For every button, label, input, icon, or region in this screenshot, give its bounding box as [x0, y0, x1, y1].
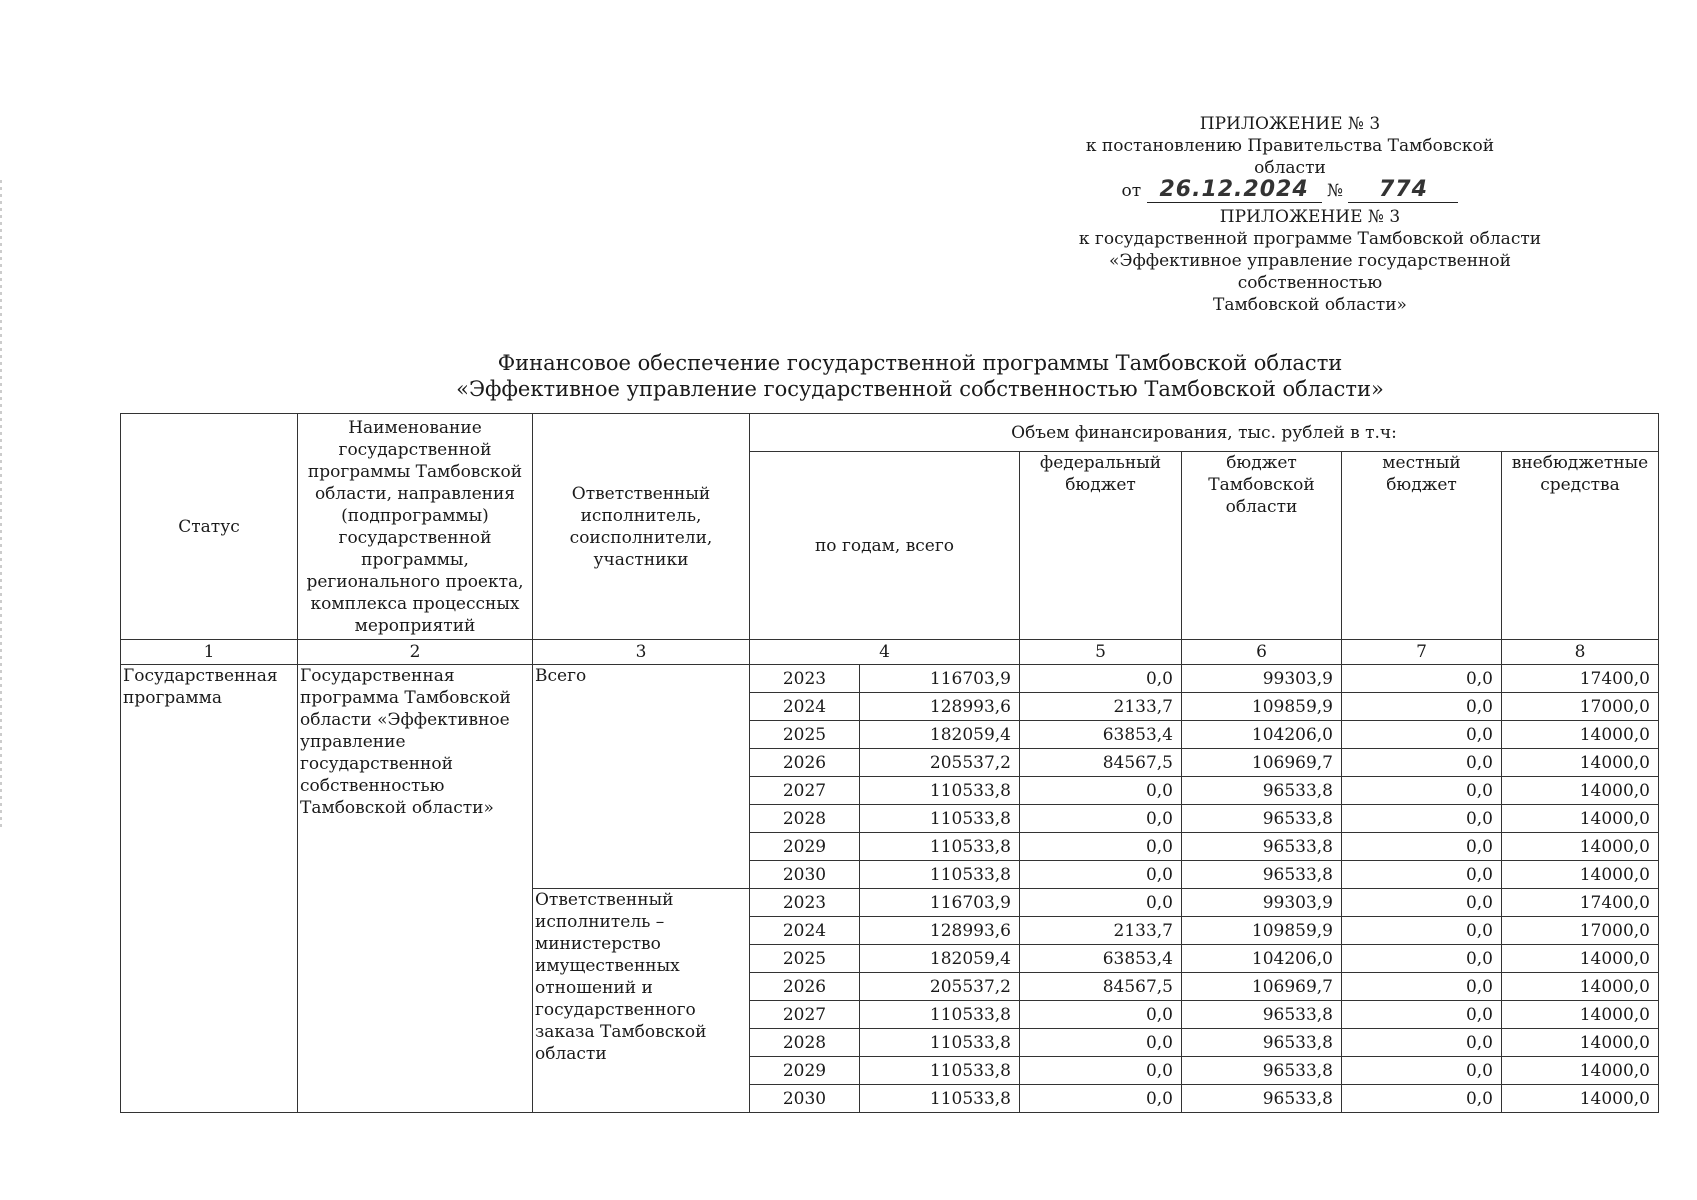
- year-cell: 2027: [750, 1001, 860, 1029]
- federal-cell: 0,0: [1020, 1057, 1182, 1085]
- year-cell: 2030: [750, 861, 860, 889]
- number-prefix: №: [1326, 181, 1344, 201]
- year-cell: 2029: [750, 1057, 860, 1085]
- total-cell: 110533,8: [860, 1085, 1020, 1113]
- document-title-line2: «Эффективное управление государственной собственностью Тамбовской области»: [456, 377, 1384, 401]
- number-field: [1348, 179, 1458, 203]
- scan-edge-artifact: [0, 180, 2, 830]
- header-regional: бюджет Тамбовской области: [1182, 452, 1342, 640]
- header-extrabudget: внебюджетные средства: [1502, 452, 1659, 640]
- regional-cell: 104206,0: [1182, 721, 1342, 749]
- federal-cell: 0,0: [1020, 861, 1182, 889]
- column-numbers-row: [121, 640, 1659, 665]
- table-row: [121, 665, 1659, 693]
- date-field: [1147, 179, 1322, 203]
- extrabudget-cell: 14000,0: [1502, 1029, 1659, 1057]
- year-cell: 2023: [750, 889, 860, 917]
- year-cell: 2028: [750, 805, 860, 833]
- header-program-name: Наименование государственной программы Тамбовской области, направления (подпрограммы) государственной программы, регионального проекта, комплекса процессных мероприятий: [298, 414, 533, 640]
- column-number: 6: [1182, 640, 1342, 665]
- program-appendix-line2: к государственной программе Тамбовской области: [1078, 229, 1542, 249]
- federal-cell: 63853,4: [1020, 945, 1182, 973]
- local-cell: 0,0: [1342, 889, 1502, 917]
- regional-cell: 96533,8: [1182, 1029, 1342, 1057]
- federal-cell: 0,0: [1020, 1001, 1182, 1029]
- regional-cell: 106969,7: [1182, 749, 1342, 777]
- extrabudget-cell: 17400,0: [1502, 665, 1659, 693]
- year-cell: 2025: [750, 945, 860, 973]
- decree-appendix-header: [1080, 113, 1500, 203]
- total-cell: 116703,9: [860, 889, 1020, 917]
- total-cell: 110533,8: [860, 805, 1020, 833]
- year-cell: 2026: [750, 749, 860, 777]
- extrabudget-cell: 14000,0: [1502, 833, 1659, 861]
- financing-table: [120, 413, 1659, 1113]
- program-appendix-header: [1040, 206, 1580, 316]
- extrabudget-cell: 14000,0: [1502, 945, 1659, 973]
- handwritten-date: 26.12.2024: [1159, 177, 1309, 202]
- total-cell: 182059,4: [860, 721, 1020, 749]
- local-cell: 0,0: [1342, 917, 1502, 945]
- regional-cell: 109859,9: [1182, 693, 1342, 721]
- local-cell: 0,0: [1342, 1085, 1502, 1113]
- total-cell: 110533,8: [860, 777, 1020, 805]
- participant-cell: Всего: [533, 665, 750, 889]
- document-title-line1: Финансовое обеспечение государственной программы Тамбовской области: [497, 351, 1343, 375]
- header-responsible: Ответственный исполнитель, соисполнители, участники: [533, 414, 750, 640]
- date-prefix: от: [1121, 181, 1142, 201]
- total-cell: 110533,8: [860, 1001, 1020, 1029]
- local-cell: 0,0: [1342, 1057, 1502, 1085]
- header-federal: федеральный бюджет: [1020, 452, 1182, 640]
- local-cell: 0,0: [1342, 805, 1502, 833]
- local-cell: 0,0: [1342, 693, 1502, 721]
- column-number: 7: [1342, 640, 1502, 665]
- total-cell: 205537,2: [860, 749, 1020, 777]
- program-appendix-line3: «Эффективное управление государственной собственностью: [1109, 251, 1511, 293]
- extrabudget-cell: 14000,0: [1502, 973, 1659, 1001]
- status-cell: Государственная программа: [121, 665, 298, 1113]
- decree-appendix-title: ПРИЛОЖЕНИЕ № 3: [1199, 114, 1381, 134]
- year-cell: 2023: [750, 665, 860, 693]
- year-cell: 2027: [750, 777, 860, 805]
- extrabudget-cell: 14000,0: [1502, 1057, 1659, 1085]
- local-cell: 0,0: [1342, 973, 1502, 1001]
- federal-cell: 0,0: [1020, 833, 1182, 861]
- extrabudget-cell: 14000,0: [1502, 749, 1659, 777]
- total-cell: 116703,9: [860, 665, 1020, 693]
- federal-cell: 0,0: [1020, 1085, 1182, 1113]
- total-cell: 110533,8: [860, 1029, 1020, 1057]
- regional-cell: 99303,9: [1182, 665, 1342, 693]
- regional-cell: 96533,8: [1182, 1085, 1342, 1113]
- local-cell: 0,0: [1342, 749, 1502, 777]
- extrabudget-cell: 14000,0: [1502, 721, 1659, 749]
- decree-appendix-subtitle: к постановлению Правительства Тамбовской области: [1085, 136, 1495, 178]
- federal-cell: 0,0: [1020, 777, 1182, 805]
- extrabudget-cell: 17000,0: [1502, 917, 1659, 945]
- federal-cell: 84567,5: [1020, 973, 1182, 1001]
- local-cell: 0,0: [1342, 777, 1502, 805]
- decree-date-line: [1080, 179, 1500, 203]
- header-funding: Объем финансирования, тыс. рублей в т.ч:: [750, 414, 1659, 452]
- total-cell: 110533,8: [860, 1057, 1020, 1085]
- federal-cell: 2133,7: [1020, 917, 1182, 945]
- regional-cell: 106969,7: [1182, 973, 1342, 1001]
- year-cell: 2026: [750, 973, 860, 1001]
- financing-table-body: [121, 665, 1659, 1113]
- handwritten-number: 774: [1379, 177, 1428, 202]
- federal-cell: 0,0: [1020, 665, 1182, 693]
- year-cell: 2029: [750, 833, 860, 861]
- regional-cell: 104206,0: [1182, 945, 1342, 973]
- local-cell: 0,0: [1342, 833, 1502, 861]
- total-cell: 205537,2: [860, 973, 1020, 1001]
- header-status: Статус: [121, 414, 298, 640]
- federal-cell: 0,0: [1020, 805, 1182, 833]
- header-local: местный бюджет: [1342, 452, 1502, 640]
- regional-cell: 99303,9: [1182, 889, 1342, 917]
- year-cell: 2024: [750, 917, 860, 945]
- regional-cell: 96533,8: [1182, 805, 1342, 833]
- total-cell: 182059,4: [860, 945, 1020, 973]
- column-number: 1: [121, 640, 298, 665]
- regional-cell: 109859,9: [1182, 917, 1342, 945]
- regional-cell: 96533,8: [1182, 1001, 1342, 1029]
- extrabudget-cell: 14000,0: [1502, 777, 1659, 805]
- extrabudget-cell: 17400,0: [1502, 889, 1659, 917]
- local-cell: 0,0: [1342, 861, 1502, 889]
- extrabudget-cell: 14000,0: [1502, 1085, 1659, 1113]
- year-cell: 2024: [750, 693, 860, 721]
- total-cell: 110533,8: [860, 861, 1020, 889]
- regional-cell: 96533,8: [1182, 777, 1342, 805]
- year-cell: 2025: [750, 721, 860, 749]
- column-number: 5: [1020, 640, 1182, 665]
- year-cell: 2028: [750, 1029, 860, 1057]
- extrabudget-cell: 14000,0: [1502, 1001, 1659, 1029]
- regional-cell: 96533,8: [1182, 1057, 1342, 1085]
- header-by-years: по годам, всего: [750, 452, 1020, 640]
- column-number: 2: [298, 640, 533, 665]
- column-number: 4: [750, 640, 1020, 665]
- program-name-cell: Государственная программа Тамбовской области «Эффективное управление государственной собственностью Тамбовской области»: [298, 665, 533, 1113]
- regional-cell: 96533,8: [1182, 833, 1342, 861]
- federal-cell: 63853,4: [1020, 721, 1182, 749]
- federal-cell: 84567,5: [1020, 749, 1182, 777]
- year-cell: 2030: [750, 1085, 860, 1113]
- column-number: 3: [533, 640, 750, 665]
- extrabudget-cell: 14000,0: [1502, 805, 1659, 833]
- program-appendix-line4: Тамбовской области»: [1213, 295, 1407, 315]
- extrabudget-cell: 17000,0: [1502, 693, 1659, 721]
- local-cell: 0,0: [1342, 721, 1502, 749]
- regional-cell: 96533,8: [1182, 861, 1342, 889]
- total-cell: 110533,8: [860, 833, 1020, 861]
- federal-cell: 0,0: [1020, 889, 1182, 917]
- document-title: [240, 350, 1600, 402]
- column-number: 8: [1502, 640, 1659, 665]
- local-cell: 0,0: [1342, 665, 1502, 693]
- total-cell: 128993,6: [860, 693, 1020, 721]
- local-cell: 0,0: [1342, 1029, 1502, 1057]
- federal-cell: 0,0: [1020, 1029, 1182, 1057]
- local-cell: 0,0: [1342, 945, 1502, 973]
- federal-cell: 2133,7: [1020, 693, 1182, 721]
- extrabudget-cell: 14000,0: [1502, 861, 1659, 889]
- total-cell: 128993,6: [860, 917, 1020, 945]
- program-appendix-title: ПРИЛОЖЕНИЕ № 3: [1219, 207, 1401, 227]
- participant-cell: Ответственный исполнитель – министерство имущественных отношений и государственного заказа Тамбовской области: [533, 889, 750, 1113]
- local-cell: 0,0: [1342, 1001, 1502, 1029]
